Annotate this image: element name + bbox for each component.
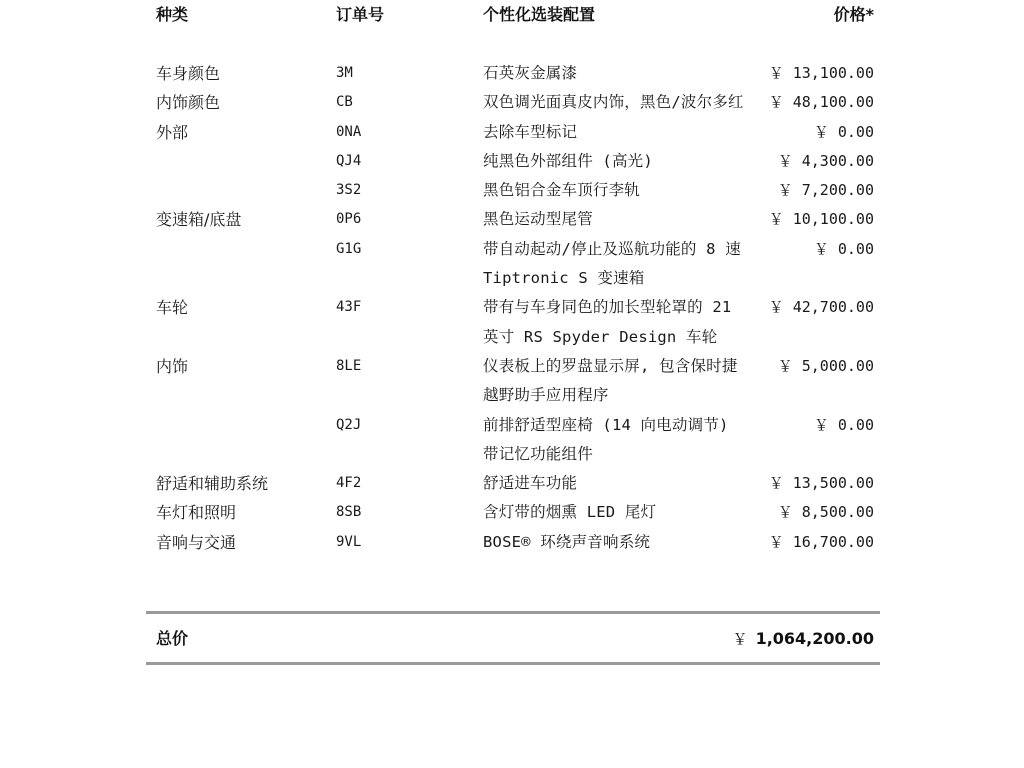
option-description: 双色调光面真皮内饰，黑色/波尔多红 [483,93,744,112]
option-price: ￥ 48,100.00 [768,93,874,112]
column-header-price: 价格* [833,5,874,24]
option-row [146,147,880,176]
option-row [146,176,880,205]
option-code: QJ4 [336,152,362,169]
option-description: 石英灰金属漆 [483,64,578,82]
column-header-code: 订单号 [336,5,385,24]
option-category: 内饰颜色 [156,93,221,113]
price-list-document [146,0,880,768]
option-price: ￥ 13,100.00 [768,64,874,82]
option-price: ￥ 0.00 [813,239,874,258]
option-description: 仪表板上的罗盘显示屏, 包含保时捷越野助手应用程序 [483,356,738,405]
column-header-option: 个性化选装配置 [483,5,596,24]
option-code: 8LE [336,357,362,374]
option-description: BOSE® 环绕声音响系统 [483,532,651,551]
option-description: 纯黑色外部组件 (高光) [483,151,653,170]
option-code: 0P6 [336,211,362,228]
option-code: 3S2 [336,182,362,199]
options-table [146,59,880,557]
column-header-category: 种类 [156,5,189,24]
option-price: ￥ 42,700.00 [768,298,874,317]
option-price: ￥ 0.00 [813,415,874,434]
option-code: Q2J [336,416,362,433]
option-category: 车身颜色 [156,64,221,83]
option-row [146,88,880,117]
option-category: 外部 [156,122,189,142]
option-description: 去除车型标记 [483,122,578,141]
option-code: 8SB [336,504,362,521]
option-price: ￥ 10,100.00 [768,210,874,229]
option-description: 含灯带的烟熏 LED 尾灯 [483,503,657,522]
option-description: 前排舒适型座椅 (14 向电动调节) 带记忆功能组件 [483,415,729,463]
option-price: ￥ 16,700.00 [768,532,874,551]
total-label: 总价 [156,629,189,648]
option-price: ￥ 8,500.00 [777,503,874,522]
option-description: 舒适进车功能 [483,474,578,493]
option-code: CB [336,94,353,111]
option-price: ￥ 7,200.00 [777,181,874,200]
option-row [146,498,880,527]
option-category: 车轮 [156,298,189,318]
option-code: 0NA [336,123,362,140]
option-code: 4F2 [336,475,362,492]
option-row [146,59,880,88]
option-row [146,411,880,470]
option-category: 音响与交通 [156,532,237,552]
option-code: 9VL [336,533,362,550]
option-description: 带自动起动/停止及巡航功能的 8 速 Tiptronic S 变速箱 [483,239,741,288]
total-value [733,627,874,651]
option-price: ￥ 4,300.00 [777,151,874,170]
total-amount: 1,064,200.00 [755,629,874,648]
option-category: 内饰 [156,356,189,376]
option-row [146,469,880,498]
option-category: 舒适和辅助系统 [156,474,269,494]
option-row [146,528,880,557]
option-row [146,293,880,352]
option-row [146,118,880,147]
option-price: ￥ 5,000.00 [777,356,874,375]
option-description: 黑色铝合金车顶行李轨 [483,181,641,200]
total-divider-top [146,611,880,614]
option-category: 车灯和照明 [156,503,237,523]
option-category: 变速箱/底盘 [156,210,242,230]
option-row [146,235,880,294]
option-price: ￥ 13,500.00 [768,474,874,493]
option-row [146,205,880,234]
option-row [146,352,880,411]
option-code: 43F [336,299,362,316]
option-description: 黑色运动型尾管 [483,210,593,229]
total-divider-bottom [146,662,880,665]
option-code: 3M [336,65,353,81]
option-price: ￥ 0.00 [813,122,874,141]
option-description: 带有与车身同色的加长型轮罩的 21 英寸 RS Spyder Design 车轮 [483,298,732,346]
option-code: G1G [336,240,362,257]
total-currency: ￥ [732,630,748,648]
